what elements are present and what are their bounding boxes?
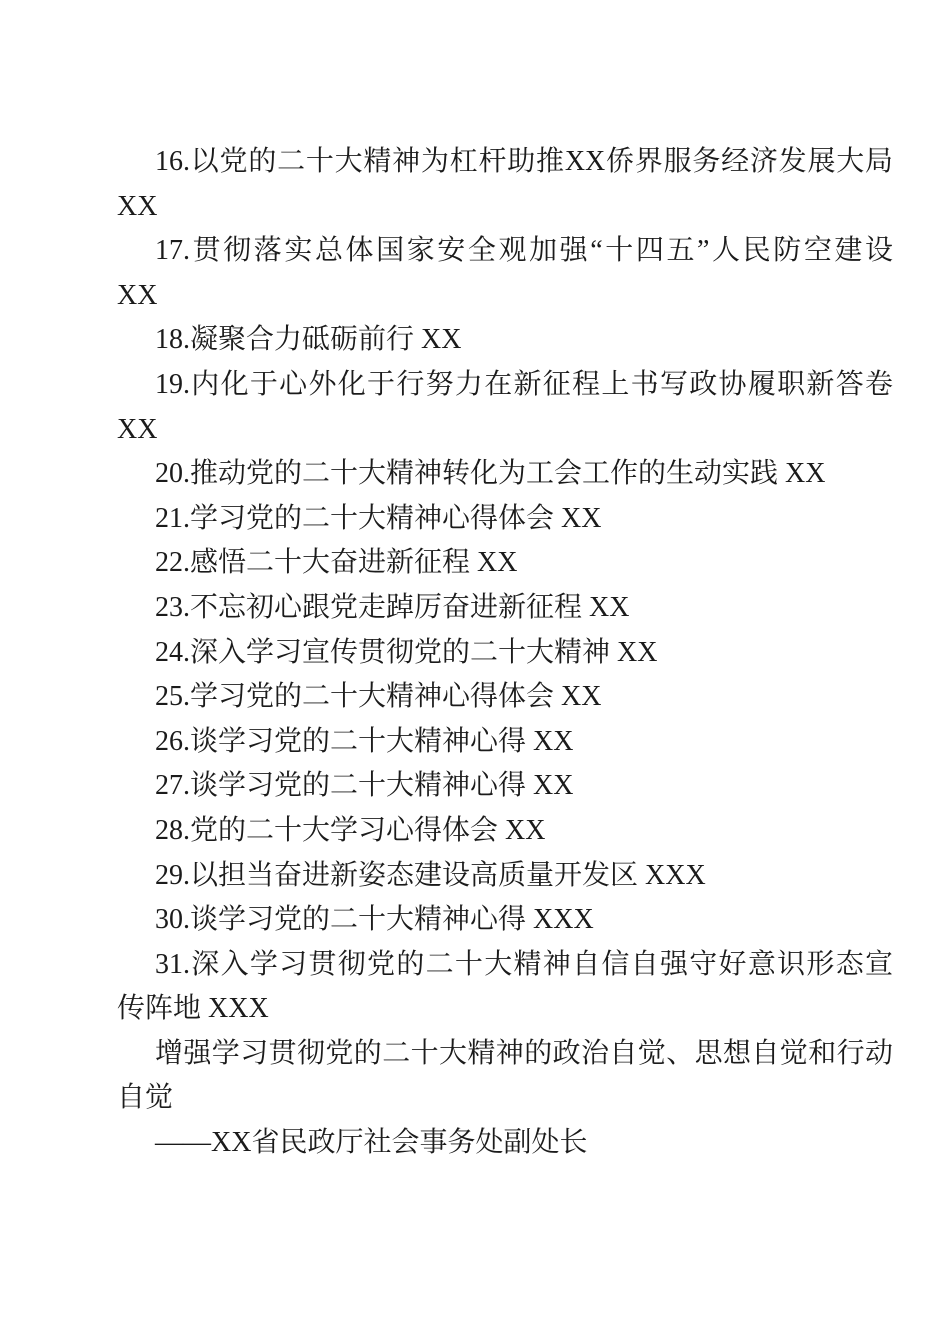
- list-item-30: [117, 898, 893, 943]
- text-line: 29.以担当奋进新姿态建设高质量开发区 XXX: [155, 859, 706, 891]
- list-item-28: [117, 809, 893, 854]
- text-line: XX: [117, 190, 158, 222]
- text-line: 27.谈学习党的二十大精神心得 XX: [155, 770, 574, 802]
- text-line: 30.谈学习党的二十大精神心得 XXX: [155, 904, 594, 936]
- list-item-23: [117, 586, 893, 631]
- list-item-20: [117, 452, 893, 497]
- text-line: 17.贯彻落实总体国家安全观加强“十四五”人民防空建设: [155, 235, 893, 267]
- list-item-24: [117, 631, 893, 676]
- text-line: 增强学习贯彻党的二十大精神的政治自觉、思想自觉和行动: [155, 1037, 893, 1069]
- list-item-16: [117, 140, 893, 229]
- text-line: 25.学习党的二十大精神心得体会 XX: [155, 681, 602, 713]
- text-line: 31.深入学习贯彻党的二十大精神自信自强守好意识形态宣: [155, 948, 893, 980]
- text-line: 26.谈学习党的二十大精神心得 XX: [155, 725, 574, 757]
- subtitle-paragraph: [117, 1032, 893, 1121]
- text-line: 传阵地 XXX: [117, 993, 269, 1025]
- text-line: 23.不忘初心跟党走踔厉奋进新征程 XX: [155, 591, 630, 623]
- text-line: 18.凝聚合力砥砺前行 XX: [155, 324, 462, 356]
- text-line: 28.党的二十大学习心得体会 XX: [155, 814, 546, 846]
- text-line: XX: [117, 413, 158, 445]
- list-item-18: [117, 318, 893, 363]
- text-line: ——XX省民政厅社会事务处副处长: [155, 1127, 588, 1159]
- text-line: 22.感悟二十大奋进新征程 XX: [155, 547, 518, 579]
- list-item-17: [117, 229, 893, 318]
- list-item-21: [117, 497, 893, 542]
- text-line: 16.以党的二十大精神为杠杆助推XX侨界服务经济发展大局: [155, 146, 893, 177]
- text-line: 20.推动党的二十大精神转化为工会工作的生动实践 XX: [155, 458, 826, 490]
- list-item-19: [117, 363, 893, 452]
- list-item-25: [117, 675, 893, 720]
- list-item-26: [117, 720, 893, 765]
- list-item-31: [117, 943, 893, 1032]
- list-item-29: [117, 854, 893, 899]
- list-item-27: [117, 764, 893, 809]
- text-line: XX: [117, 279, 158, 311]
- attribution-line: [117, 1121, 893, 1166]
- document-body: [117, 140, 893, 1166]
- text-line: 19.内化于心外化于行努力在新征程上书写政协履职新答卷: [155, 368, 893, 400]
- text-line: 24.深入学习宣传贯彻党的二十大精神 XX: [155, 636, 658, 668]
- text-line: 21.学习党的二十大精神心得体会 XX: [155, 502, 602, 534]
- text-line: 自觉: [117, 1082, 174, 1114]
- list-item-22: [117, 541, 893, 586]
